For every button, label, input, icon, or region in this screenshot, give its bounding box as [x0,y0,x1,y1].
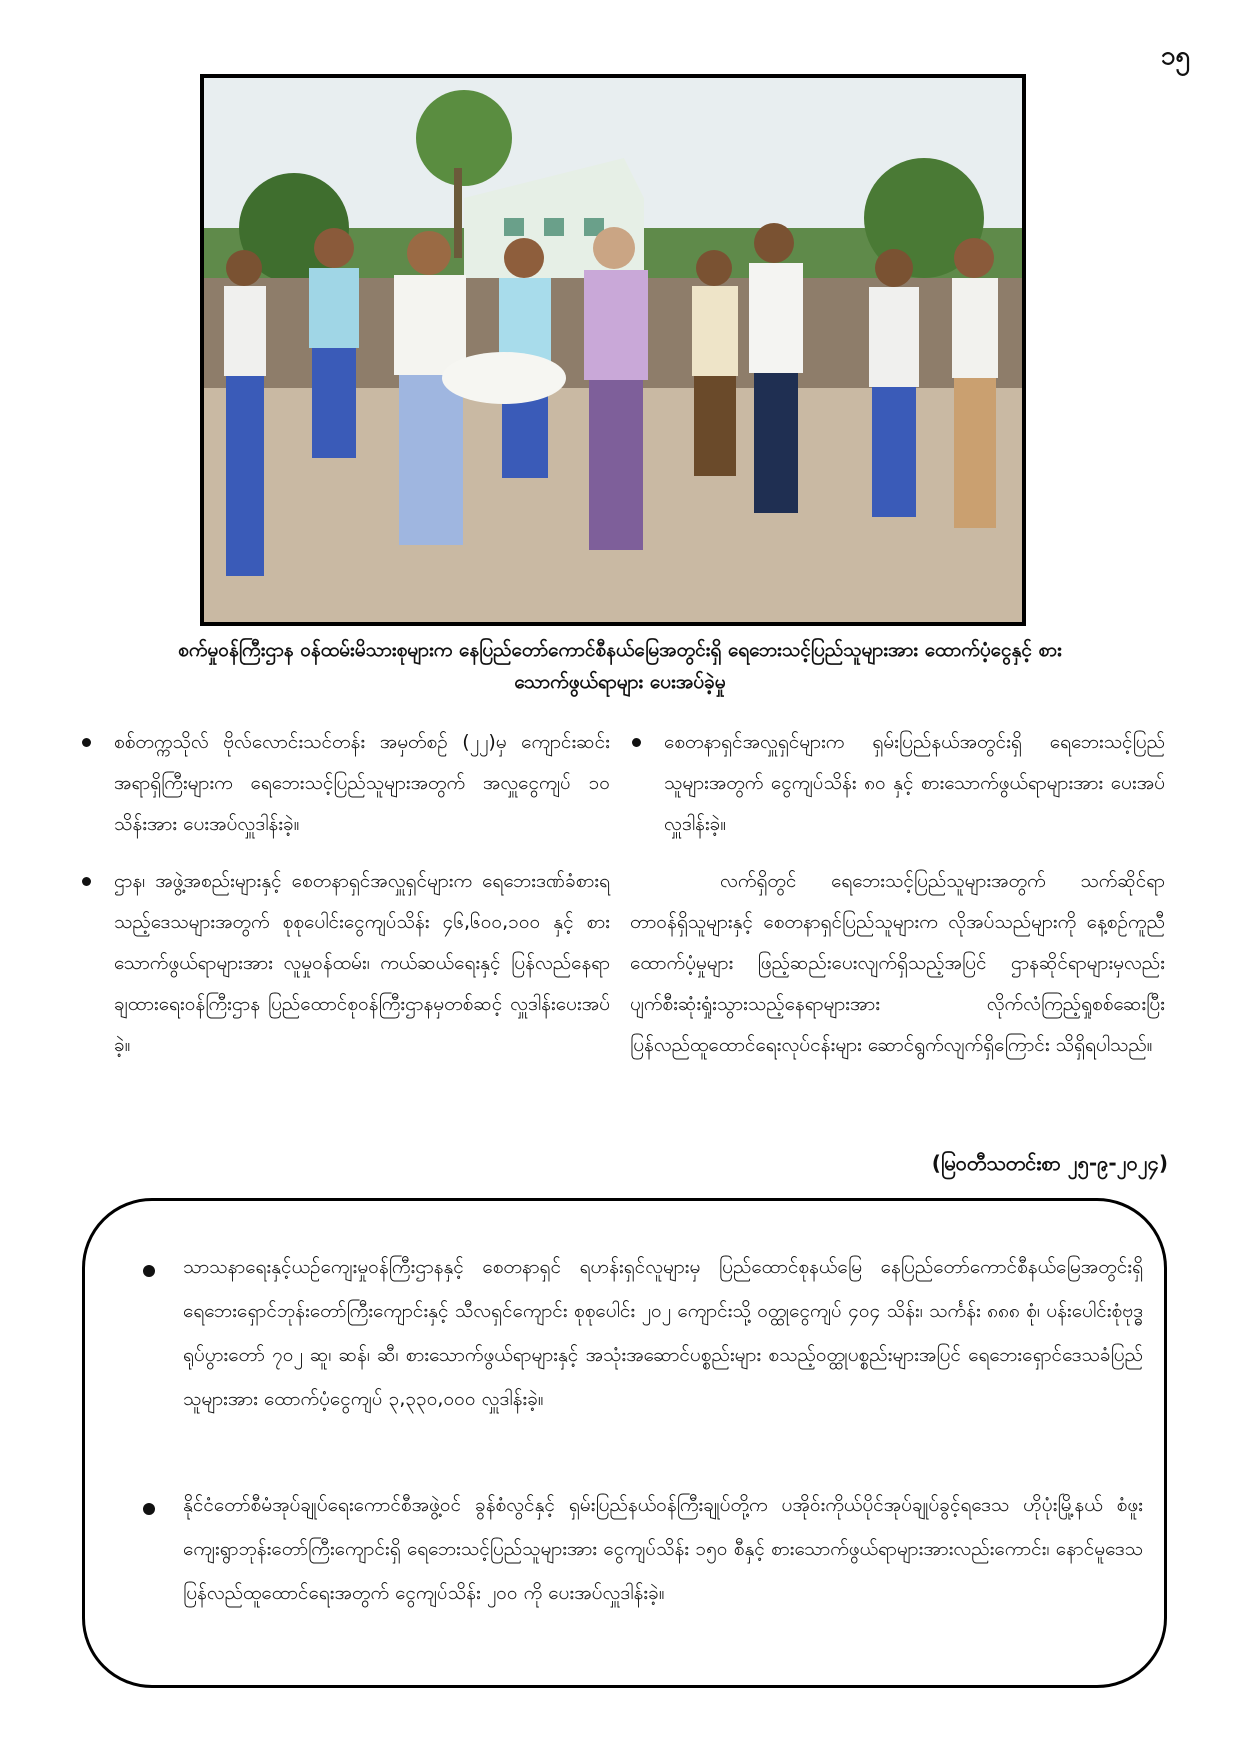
left-column [80,722,610,1082]
photo-caption: စက်မှုဝန်ကြီးဌာန ဝန်ထမ်းမိသားစုများက နေပြည်တော်ကောင်စီနယ်မြေအတွင်းရှိ ရေဘေးသင့်ပြည်သူများအား ထောက်ပံ့ငွေနှင့် စားသောက်ဖွယ်ရာများ ပေးအပ်ခဲ့မှု [178,639,1062,693]
bullet-icon [82,877,91,886]
bullet-icon [143,1503,155,1515]
bullet-icon [82,738,91,747]
news-photo [200,74,1026,626]
list-item-text: စေတနာရှင်အလှူရှင်များက ရှမ်းပြည်နယ်အတွင်းရှိ ရေဘေးသင့်ပြည်သူများအတွက် ငွေကျပ်သိန်း ၈၀ နှင့် စားသောက်ဖွယ်ရာများအား ပေးအပ်လှူဒါန်းခဲ့။ [664,731,1165,835]
box-item-text: နိုင်ငံတော်စီမံအုပ်ချုပ်ရေးကောင်စီအဖွဲ့ဝင် ခွန်စံလွင်နှင့် ရှမ်းပြည်နယ်ဝန်ကြီးချုပ်တို့က ပအိုဝ်းကိုယ်ပိုင်အုပ်ချုပ်ခွင့်ရဒေသ ဟိုပုံးမြို့နယ် စံဖူးကျေးရွာဘုန်းတော်ကြီးကျောင်းရှိ ရေဘေးသင့်ပြည်သူများအား ငွေကျပ်သိန်း ၁၅၀ စီနှင့် စားသောက်ဖွယ်ရာများအားလည်းကောင်း၊ နောင်မူဒေသပြန်လည်ထူထောင်ရေးအတွက် ငွေကျပ်သိန်း ၂၀၀ ကို ပေးအပ်လှူဒါန်းခဲ့။ [183,1494,1143,1604]
box-list-item [143,1245,1143,1421]
highlight-box [82,1198,1167,1688]
body-paragraph: လက်ရှိတွင် ရေဘေးသင့်ပြည်သူများအတွက် သက်ဆိုင်ရာတာဝန်ရှိသူများနှင့် စေတနာရှင်ပြည်သူများက လိုအပ်သည်များကို နေ့စဉ်ကူညီထောက်ပံ့မှုများ ဖြည့်ဆည်းပေးလျက်ရှိသည့်အပြင် ဌာနဆိုင်ရာများမှလည်း ပျက်စီးဆုံးရှုံးသွားသည့်နေရာများအား လိုက်လံကြည့်ရှုစစ်ဆေးပြီး ပြန်လည်ထူထောင်ရေးလုပ်ငန်းများ ဆောင်ရွက်လျက်ရှိကြောင်း သိရှိရပါသည်။ [630,870,1165,1056]
list-item [80,861,610,1066]
list-item [630,722,1165,845]
bullet-icon [632,738,641,747]
list-item [80,722,610,845]
source-citation: (မြဝတီသတင်းစာ ၂၅-၉-၂၀၂၄) [931,1151,1168,1175]
box-item-text: သာသနာရေးနှင့်ယဉ်ကျေးမှုဝန်ကြီးဌာနနှင့် စေတနာရှင် ရဟန်းရှင်လူများမှ ပြည်ထောင်စုနယ်မြေ နေပြည်တော်ကောင်စီနယ်မြေအတွင်းရှိ ရေဘေးရှောင်ဘုန်းတော်ကြီးကျောင်းနှင့် သီလရှင်ကျောင်း စုစုပေါင်း ၂၀၂ ကျောင်းသို့ ဝတ္ထုငွေကျပ် ၄၀၄ သိန်း၊ သင်္ကန်း ၈၈၈ စုံ၊ ပန်းပေါင်းစုံဗုဒ္ဓရုပ်ပွားတော် ၇၀၂ ဆူ၊ ဆန်၊ ဆီ၊ စားသောက်ဖွယ်ရာများနှင့် အသုံးအဆောင်ပစ္စည်းများ စသည့်ဝတ္ထုပစ္စည်းများအပြင် ရေဘေးရှောင်ဒေသခံပြည်သူများအား ထောက်ပံ့ငွေကျပ် ၃,၃၃၀,၀၀၀ လှူဒါန်းခဲ့။ [183,1256,1143,1410]
right-column [630,722,1165,1066]
photo-illustration [204,78,1022,622]
bullet-icon [143,1265,155,1277]
list-item-text: ဌာန၊ အဖွဲ့အစည်းများနှင့် စေတနာရှင်အလှူရှင်များက ရေဘေးဒဏ်ခံစားရသည့်ဒေသများအတွက် စုစုပေါင်းငွေကျပ်သိန်း ၄၆,၆၀၀,၁၀၀ နှင့် စားသောက်ဖွယ်ရာများအား လူမှုဝန်ထမ်း၊ ကယ်ဆယ်ရေးနှင့် ပြန်လည်နေရာချထားရေးဝန်ကြီးဌာန ပြည်ထောင်စုဝန်ကြီးဌာနမှတစ်ဆင့် လှူဒါန်းပေးအပ်ခဲ့။ [114,870,610,1056]
page-number: ၁၅ [1160,41,1190,71]
list-item-text: စစ်တက္ကသိုလ် ဗိုလ်လောင်းသင်တန်း အမှတ်စဉ် (၂၂)မှ ကျောင်းဆင်းအရာရှိကြီးများက ရေဘေးသင့်ပြည်သူများအတွက် အလှူငွေကျပ် ၁၀ သိန်းအား ပေးအပ်လှူဒါန်းခဲ့။ [114,731,610,835]
box-list-item [143,1483,1143,1615]
